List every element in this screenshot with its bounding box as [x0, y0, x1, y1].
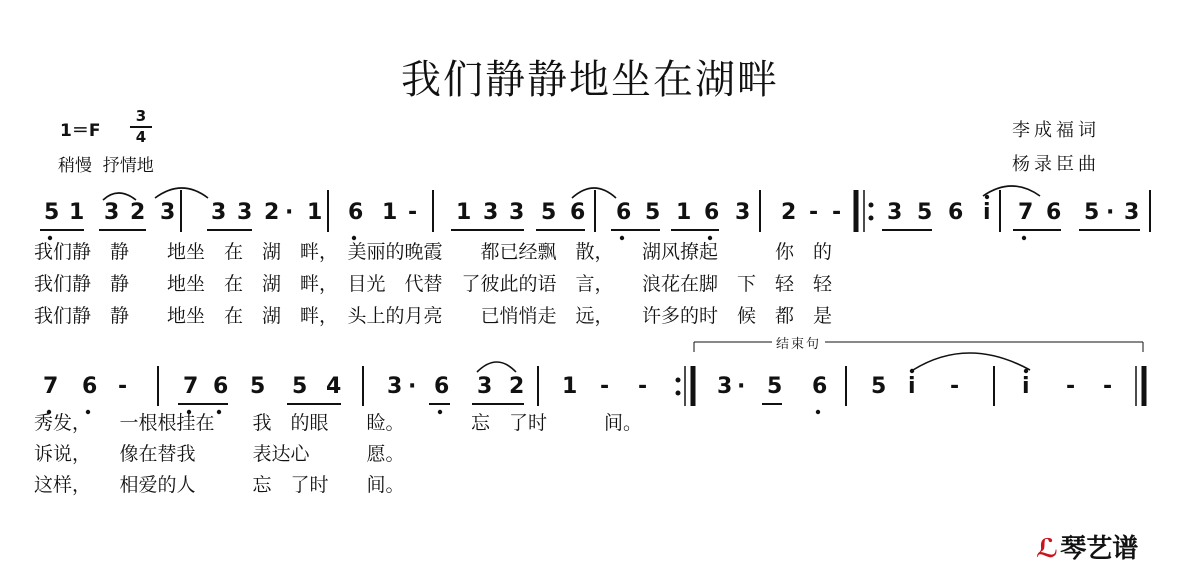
note: 3: [509, 200, 525, 225]
note: i: [983, 200, 991, 225]
note: 5: [292, 374, 308, 399]
site-logo: [1036, 528, 1138, 565]
note: i: [1022, 374, 1030, 399]
note: 6: [213, 374, 229, 399]
lyric-line: 我们静 静 地坐 在 湖 畔， 美丽的晚霞 都已经飘 散， 湖风撩起 你 的: [34, 241, 833, 263]
note: -: [950, 374, 960, 399]
low-octave-dot: [816, 410, 820, 414]
note: 5: [645, 200, 661, 225]
note: 7: [183, 374, 199, 399]
note: 3: [387, 374, 403, 399]
note: 2: [781, 200, 797, 225]
note: 1: [562, 374, 578, 399]
lyric-line: 这样， 相爱的人 忘 了时 间。: [34, 474, 405, 496]
slur: [477, 362, 516, 372]
note: -: [832, 200, 842, 225]
repeat-dot: [869, 203, 874, 208]
page-title: 我们静静地坐在湖畔: [401, 57, 779, 103]
note: 3: [483, 200, 499, 225]
slur: [913, 353, 1030, 370]
note: 1: [69, 200, 85, 225]
note: 2: [264, 200, 280, 225]
lyric-line: 秀发， 一根根挂在 我 的眼 睑。 忘 了时 间。: [34, 412, 643, 434]
note: ·: [1106, 200, 1115, 225]
note: 1: [676, 200, 692, 225]
note: 3: [160, 200, 176, 225]
lyricist-credit: 李成福词: [1012, 120, 1100, 141]
low-octave-dot: [1022, 236, 1026, 240]
note: 4: [326, 374, 342, 399]
note: ·: [285, 200, 294, 225]
note: 2: [509, 374, 525, 399]
note: 5: [250, 374, 266, 399]
note: 6: [616, 200, 632, 225]
note: -: [1066, 374, 1076, 399]
note: ·: [737, 374, 746, 399]
repeat-dot: [676, 378, 681, 383]
note: -: [1103, 374, 1113, 399]
note: 1: [456, 200, 472, 225]
note: 3: [477, 374, 493, 399]
repeat-dot: [869, 216, 874, 221]
note: 1: [382, 200, 398, 225]
note: -: [600, 374, 610, 399]
note: -: [408, 200, 418, 225]
note: 3: [104, 200, 120, 225]
note: 7: [43, 374, 59, 399]
key-signature: 1＝F: [60, 121, 101, 141]
note: 6: [570, 200, 586, 225]
lyric-line: 我们静 静 地坐 在 湖 畔， 目光 代替 了彼此的语 言， 浪花在脚 下 轻 轻: [34, 273, 833, 295]
note: 6: [1046, 200, 1062, 225]
lyric-line: 我们静 静 地坐 在 湖 畔， 头上的月亮 已悄悄走 远， 许多的时 候 都 是: [34, 305, 833, 327]
note: 3: [237, 200, 253, 225]
note: -: [809, 200, 819, 225]
note: 1: [307, 200, 323, 225]
note: 3: [735, 200, 751, 225]
note: 6: [348, 200, 364, 225]
logo-mark-icon: ℒ: [1036, 534, 1059, 564]
lyric-line: 诉说， 像在替我 表达心 愿。: [34, 443, 405, 465]
end-phrase-label: 结束句: [772, 333, 825, 352]
note: 6: [82, 374, 98, 399]
note: -: [118, 374, 128, 399]
slur: [983, 186, 1040, 196]
time-signature-top: 3: [135, 107, 147, 125]
note: 2: [130, 200, 146, 225]
note: 5: [1084, 200, 1100, 225]
note: 7: [1018, 200, 1034, 225]
time-signature-bottom: 4: [135, 128, 147, 146]
composer-credit: 杨录臣曲: [1012, 154, 1100, 175]
note: 3: [211, 200, 227, 225]
note: 5: [917, 200, 933, 225]
note: 6: [948, 200, 964, 225]
note: ·: [408, 374, 417, 399]
repeat-dot: [676, 391, 681, 396]
note: 6: [704, 200, 720, 225]
note: 5: [541, 200, 557, 225]
note: 5: [871, 374, 887, 399]
note: 5: [44, 200, 60, 225]
note: 6: [812, 374, 828, 399]
note: 3: [717, 374, 733, 399]
high-octave-dot: [985, 195, 989, 199]
note: i: [908, 374, 916, 399]
note: -: [638, 374, 648, 399]
note: 3: [887, 200, 903, 225]
note: 3: [1124, 200, 1140, 225]
logo-text: 琴艺谱: [1060, 534, 1139, 564]
note: 6: [434, 374, 450, 399]
note: 5: [767, 374, 783, 399]
tempo-marking: 稍慢 抒情地: [58, 156, 154, 176]
slur: [103, 193, 136, 200]
